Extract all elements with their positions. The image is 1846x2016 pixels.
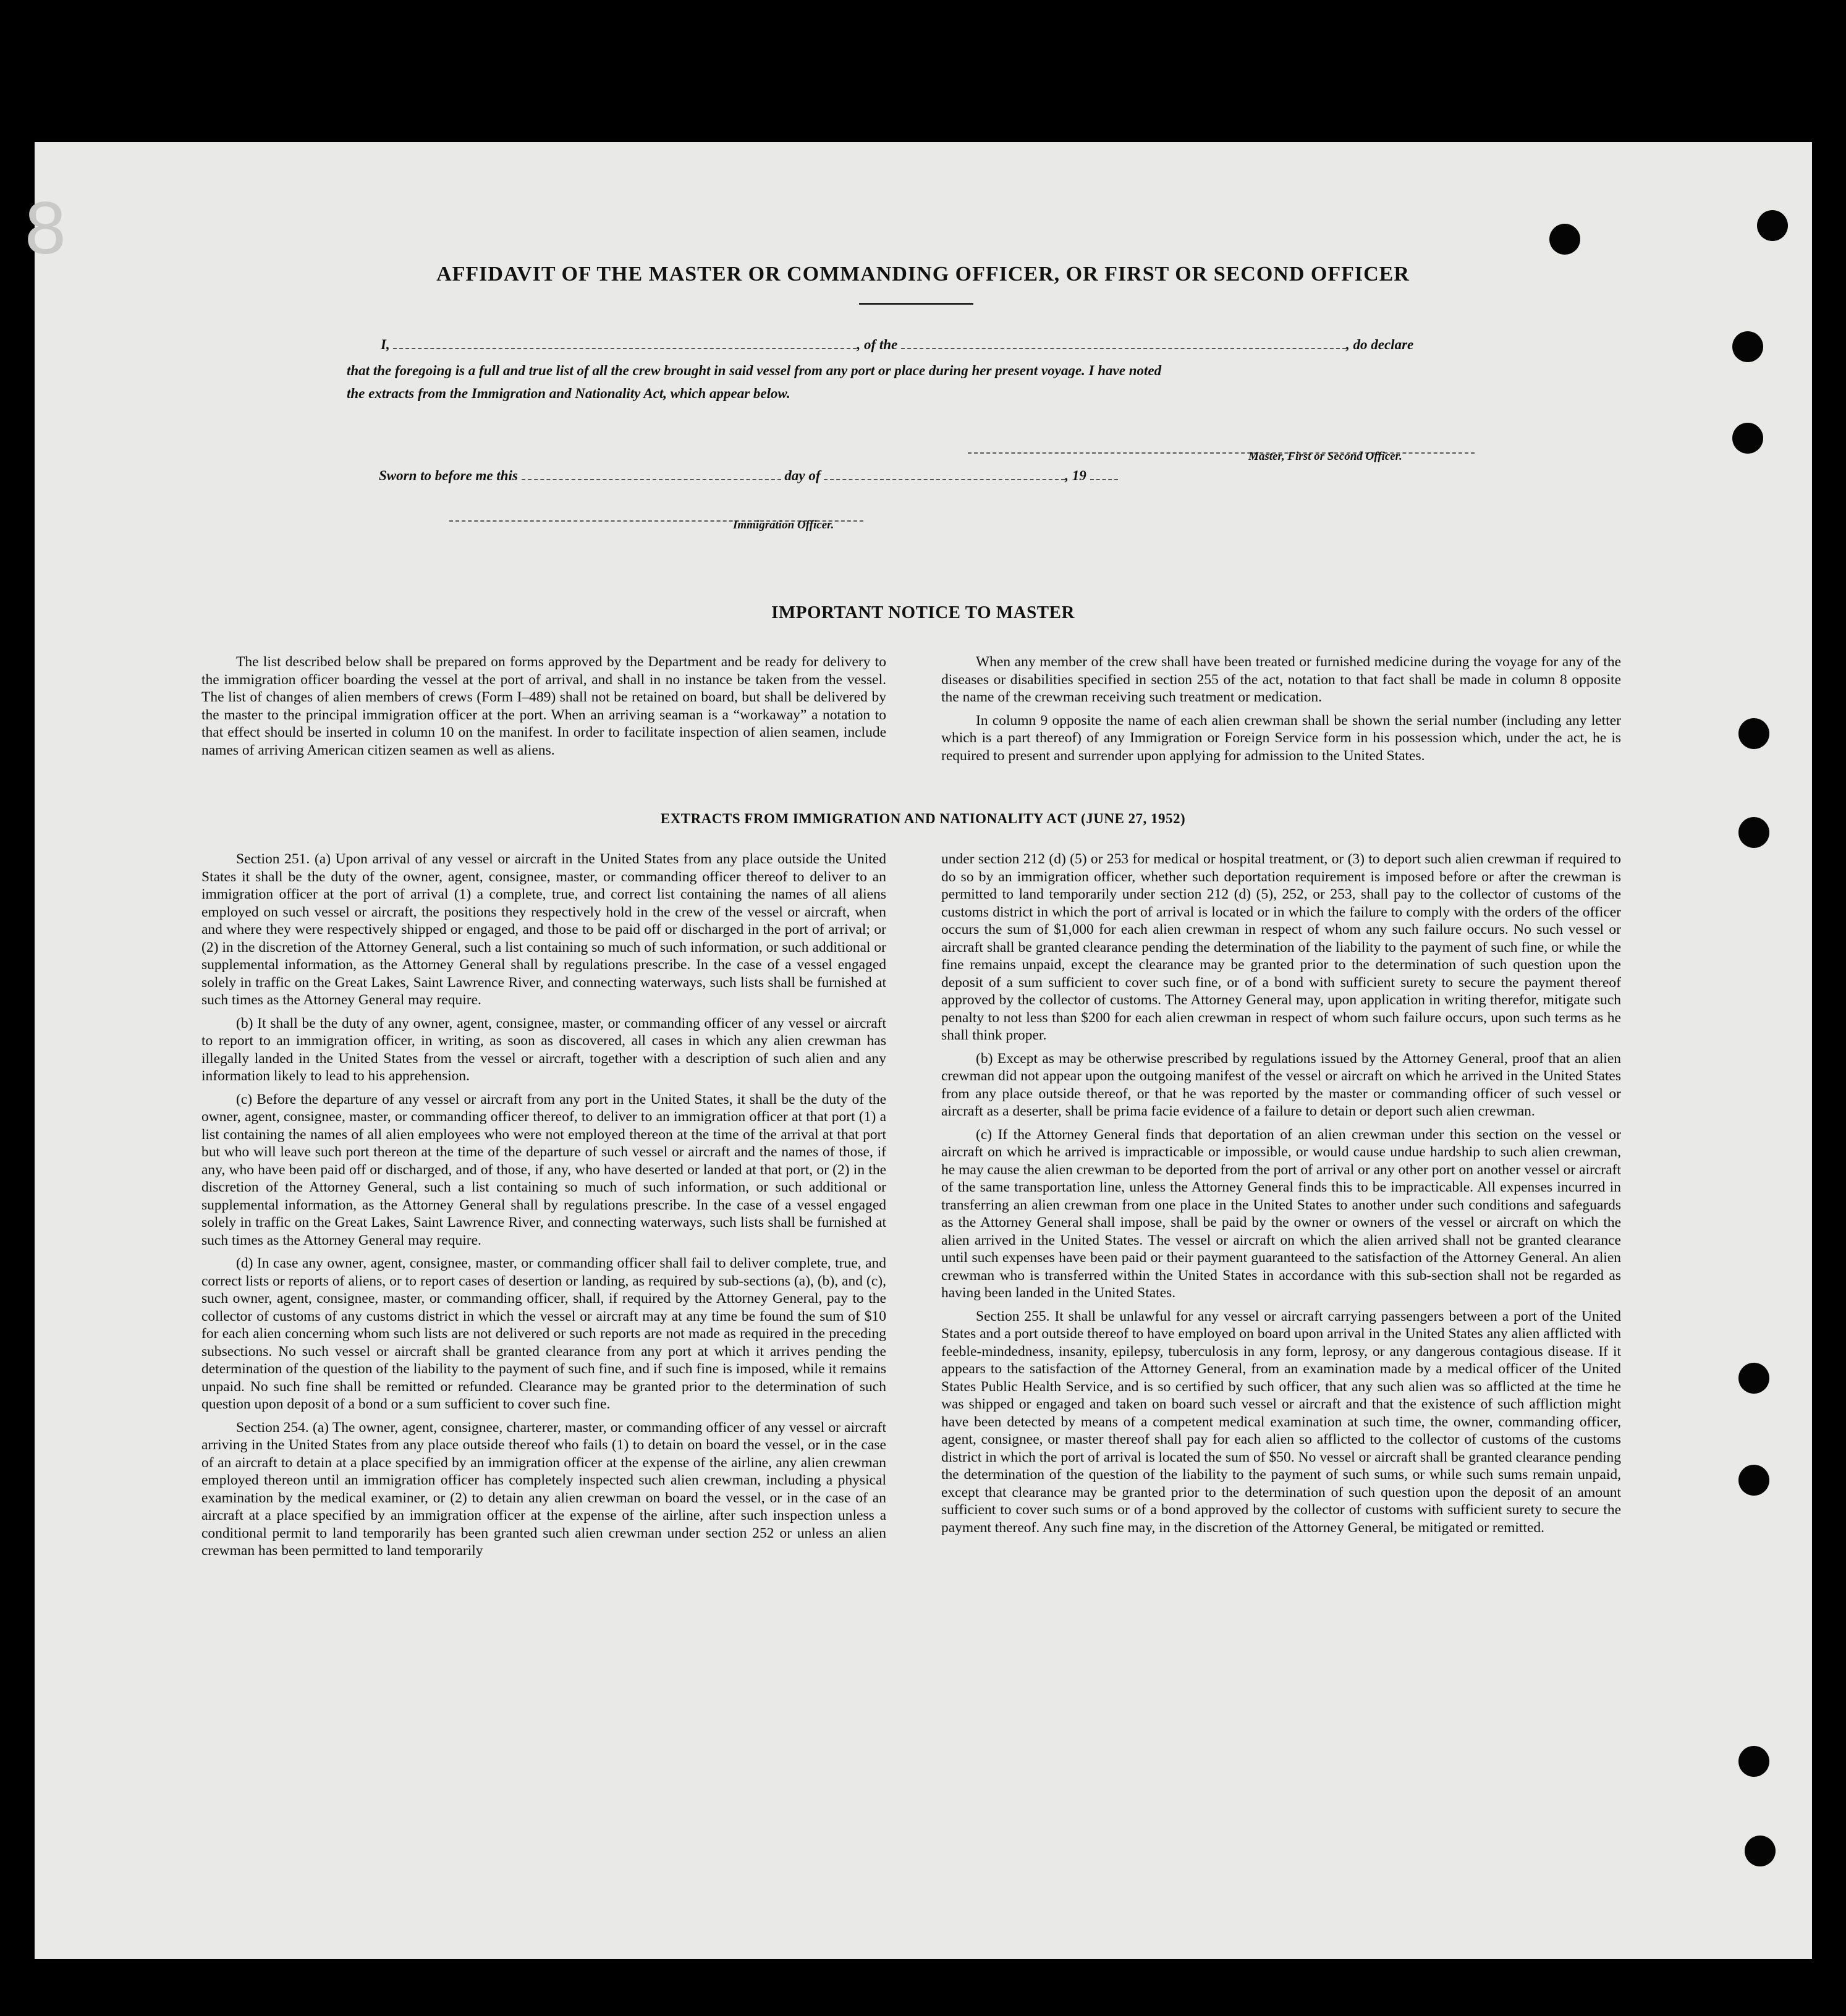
affidavit-line-2: that the foregoing is a full and true list of all the crew brought in said vessel from any port or place during her present voyage. I have noted [347,363,1162,378]
year-label: , 19 [1065,468,1086,483]
extract-paragraph: (c) If the Attorney General finds that deportation of an alien crewman under this section on the vessel or aircraft on which he arrived is impracticable or impossible, or would cause undue hardship to such alien crewman, he may cause the alien crewman to be deported from the port of arrival or any other port on another vessel or aircraft of the same transportation line, unless the Attorney General finds this to be impracticable. All expenses incurred in transferring an alien crewman from one place in the United States to another under such conditions and safeguards as the Attorney General shall impose, shall be paid by the owner or owners of the vessel or aircraft on which the alien arrived in the United States. The vessel or aircraft on which the alien arrived shall not be granted clearance until such expenses have been paid or their payment guaranteed to the satisfaction of the Attorney General. An alien crewman who is transferred within the United States in accordance with this sub-section shall not be regarded as having been landed in the United States. [941,1126,1621,1301]
vessel-name-field[interactable] [901,336,1346,349]
affidavit-title: AFFIDAVIT OF THE MASTER OR COMMANDING OFFICER, OR FIRST OR SECOND OFFICER [436,263,1410,286]
sworn-label: Sworn to before me this [379,468,518,483]
binder-hole [1757,210,1788,241]
extract-paragraph: (b) Except as may be otherwise prescribed by regulations issued by the Attorney General, proof that an alien crewman did not appear upon the outgoing manifest of the vessel or aircraft on which he arrived in the United States from any place outside thereof, or that he was reported by the master or commanding officer of such vessel or aircraft as a deserter, shall be prima facie evidence of a failure to detain or deport such alien crewman. [941,1050,1621,1119]
affidavit-of-the-label: , of the [857,337,898,352]
master-signature-label: Master, First or Second Officer. [1248,450,1402,463]
extract-paragraph: (d) In case any owner, agent, consignee, master, or commanding officer shall fail to deliver complete, true, and correct lists or reports of aliens, or to report cases of desertion or landing, as required by sub-sections (a), (b), and (c), such owner, agent, consignee, master, or commanding officer, shall, if required by the Attorney General, pay to the collector of customs of any customs district in which the vessel or aircraft may at any time be found the sum of $10 for each alien concerning whom such lists are not delivered or such reports are not made as required in the preceding subsections. No such vessel or aircraft shall be granted clearance from any port at which it arrives pending the determination of the question of the liability to the payment of such fine, and if such fine is imposed, while it remains unpaid. No such fine shall be remitted or refunded. Clearance may be granted prior to the determination of such question upon deposit of a bond or a sum sufficient to cover such fine. [201,1255,886,1412]
affidavit-do-declare-label: , do declare [1346,337,1414,352]
binder-hole [1549,224,1580,255]
binder-hole [1738,718,1769,749]
notice-right-column [941,653,1621,770]
sworn-month-field[interactable] [824,467,1065,480]
title-rule [859,303,973,305]
sworn-line [379,467,1118,484]
extract-paragraph: Section 255. It shall be unlawful for any vessel or aircraft carrying passengers between a port of the United States and a port outside thereof to have employed on board upon arrival in the United States any alien afflicted with feeble-mindedness, insanity, epilepsy, tuberculosis in any form, leprosy, or any dangerous contagious disease. If it appears to the satisfaction of the Attorney General, from an examination made by a medical officer of the United States Public Health Service, and is so certified by such officer, that any such alien was so afflicted at the time he was shipped or engaged and taken on board such vessel or aircraft and that the existence of such affliction might have been detected by means of a competent medical examination at such time, the owner, commanding officer, agent, consignee, or master thereof shall pay for each alien so afflicted to the collector of customs of the customs district in which the port of arrival is located the sum of $50. No vessel or aircraft shall be granted clearance pending the determination of the question of the liability to the payment of such sums, or while such sums remain unpaid, except that clearance may be granted prior to the determination of such question upon the deposit of an amount sufficient to cover such sums or of a bond approved by the collector of customs with sufficient surety to secure the payment thereof. Any such fine may, in the discretion of the Attorney General, be mitigated or remitted. [941,1308,1621,1536]
extract-paragraph: under section 212 (d) (5) or 253 for medical or hospital treatment, or (3) to deport such alien crewman if required to do so by an immigration officer, whether such deportation requirement is imposed before or after the crewman is permitted to land temporarily under section 212 (d) (5), 252, or 253, shall pay to the collector of customs of the customs district in which the port of arrival is located or in which the failure to comply with the orders of the officer occurs the sum of $1,000 for each alien crewman in respect of whom any such failure occurs. No such vessel or aircraft shall be granted clearance pending the determination of the liability to the payment of such fine, or while the fine remains unpaid, except the clearance may be granted prior to the determination of such question upon the deposit of a sum sufficient to cover such fine, or of a bond with sufficient surety to secure the payment thereof approved by the collector of customs. The Attorney General may, upon application in writing therefor, mitigate such penalty to not less than $200 for each alien crewman in respect of whom such failure occurs, upon such terms as he shall think proper. [941,851,1621,1043]
extract-paragraph: (c) Before the departure of any vessel or aircraft from any port in the United States, it shall be the duty of the owner, agent, consignee, master, or commanding officer thereof, to deliver to an immigration officer at that port (1) a list containing the names of all alien employees who were not employed thereon at the time of the arrival at that port but who will leave such port thereon at the time of the departure of such vessel or aircraft and the names of those, if any, who have been paid off or discharged, and of those, if any, who have deserted or landed at that port, or (2) in the discretion of the Attorney General, such a list containing so much of such information, or such additional or supplemental information, as the Attorney General shall by regulations prescribe. In the case of a vessel engaged solely in traffic on the Great Lakes, Saint Lawrence River, and connecting waterways, such lists shall be furnished at such times as the Attorney General may require. [201,1091,886,1248]
extracts-title: EXTRACTS FROM IMMIGRATION AND NATIONALITY ACT (JUNE 27, 1952) [660,811,1186,826]
notice-left-column [201,653,886,764]
notice-title: IMPORTANT NOTICE TO MASTER [771,603,1075,622]
extracts-left-column [201,850,886,1565]
binder-hole [1745,1836,1776,1866]
binder-hole [1732,423,1763,454]
notice-paragraph: When any member of the crew shall have been treated or furnished medicine during the voyage for any of the diseases or disabilities specified in section 255 of the act, notation to that fact shall be made in column 8 opposite the name of the crewman receiving such treatment or medication. [941,654,1621,705]
sworn-year-field[interactable] [1090,467,1118,480]
binder-hole [1738,1746,1769,1777]
binder-hole [1732,331,1763,362]
master-name-field[interactable] [393,336,857,349]
binder-hole [1738,1465,1769,1496]
notice-paragraph: In column 9 opposite the name of each alien crewman shall be shown the serial number (including any letter which is a part thereof) of any Immigration or Foreign Service form in his possession which, under the act, he is required to present and surrender upon applying for admission to the United States. [941,712,1621,764]
extract-paragraph: Section 251. (a) Upon arrival of any vessel or aircraft in the United States from any place outside the United States it shall be the duty of the owner, agent, consignee, master, or commanding officer thereof to deliver to an immigration officer at the port of arrival (1) a complete, true, and correct list containing the names of all aliens employed on such vessel or aircraft, the positions they respectively hold in the crew of the vessel or aircraft, when and where they were respectively shipped or engaged, and those to be paid off or discharged in the port of arrival; or (2) in the discretion of the Attorney General, such a list containing so much of such information, or such additional or supplemental information, as the Attorney General shall by regulations prescribe. In the case of a vessel engaged solely in traffic on the Great Lakes, Saint Lawrence River, and connecting waterways, such lists shall be furnished at such times as the Attorney General may require. [201,851,886,1008]
affidavit-i-label: I, [381,337,390,352]
notice-paragraph: The list described below shall be prepared on forms approved by the Department and be ready for delivery to the immigration officer boarding the vessel at the port of arrival, and shall in no instance be taken from the vessel. The list of changes of alien members of crews (Form I–489) shall not be retained on board, but shall be delivered by the master to the principal immigration officer at the port. When an arriving seaman is a “workaway” a notation to that effect should be inserted in column 10 on the manifest. In order to facilitate inspection of alien seamen, include names of arriving American citizen seamen as well as aliens. [201,654,886,758]
officer-signature-label: Immigration Officer. [733,519,834,532]
affidavit-line-3: the extracts from the Immigration and Nationality Act, which appear below. [347,386,790,401]
day-of-label: day of [784,468,821,483]
binder-hole [1738,1363,1769,1394]
extract-paragraph: Section 254. (a) The owner, agent, consignee, charterer, master, or commanding officer of any vessel or aircraft arriving in the United States from any place outside thereof who fails (1) to detain on board the vessel, or in the case of an aircraft to detain at a place specified by an immigration officer at the expense of the airline, any alien crewman employed thereon until an immigration officer has completely inspected such alien crewman, including a physical examination by the medical examiner, or (2) to detain any alien crewman on board the vessel, or in the case of an aircraft at a place specified by an immigration officer at the expense of the airline, after such inspection unless a conditional permit to land temporarily has been granted such alien crewman under section 252 or unless an alien crewman has been permitted to land temporarily [201,1419,886,1559]
affidavit-declaration-line [381,336,1413,353]
extracts-right-column [941,850,1621,1542]
margin-mark: 8 [25,187,66,269]
sworn-day-field[interactable] [522,467,781,480]
extract-paragraph: (b) It shall be the duty of any owner, agent, consignee, master, or commanding officer of any vessel or aircraft to report to an immigration officer, in writing, as soon as discovered, all cases in which any alien crewman has illegally landed in the United States from the vessel or aircraft, together with a description of such alien and any information likely to lead to his apprehension. [201,1015,886,1084]
